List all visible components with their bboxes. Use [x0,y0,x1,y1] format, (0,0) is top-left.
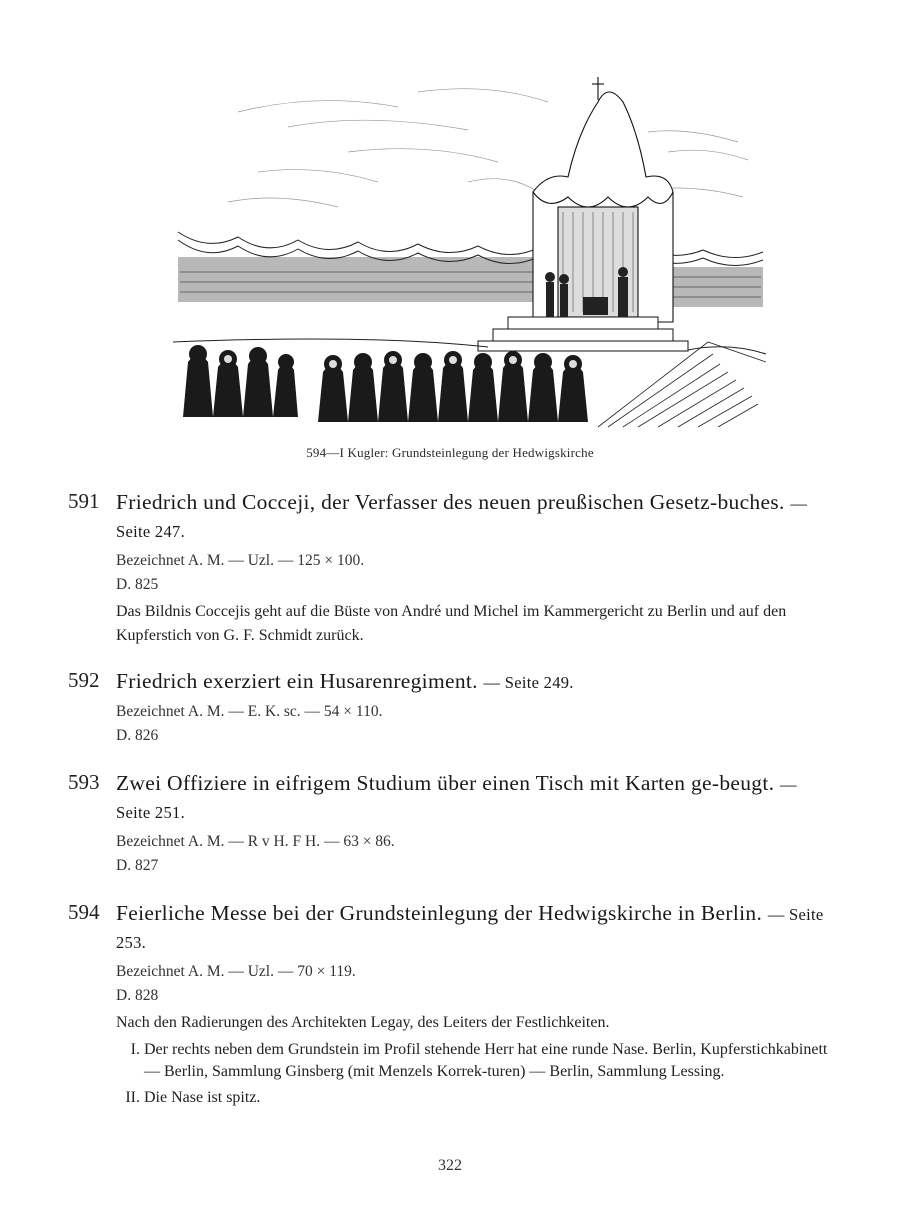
subitem-text: Der rechts neben dem Grundstein im Profil stehende Herr hat eine runde Nase. Berlin, Kupferstichkabinett — Berlin, Sammlung Ginsberg (mit Menzels Korrek-turen) — Berlin, Sammlung Lessing. [144,1041,828,1080]
catalog-entry-594 [68,900,828,1109]
entry-page-reference: — Seite 249. [483,673,574,692]
entry-note: Nach den Radierungen des Architekten Legay, des Leiters der Festlichkeiten. [116,1014,610,1031]
entry-page-reference: — Seite 251. [116,775,797,822]
entry-d-number: D. 826 [116,727,159,744]
entry-signature: Bezeichnet A. M. — E. K. sc. — 54 × 110. [116,703,383,720]
page-number: 322 [438,1157,462,1174]
entry-number: 594 [68,900,100,924]
entry-subitem [116,1039,828,1083]
entry-title-text: Friedrich und Cocceji, der Verfasser des neuen preußischen Gesetz-buches. [116,490,785,514]
subitem-roman-numeral: I. [130,1041,140,1058]
entry-signature: Bezeichnet A. M. — R v H. F H. — 63 × 86. [116,833,395,850]
figure-caption: 594—I Kugler: Grundsteinlegung der Hedwigskirche [306,445,594,460]
entry-d-number: D. 827 [116,857,159,874]
entry-title [116,489,828,545]
entry-signature: Bezeichnet A. M. — Uzl. — 125 × 100. [116,552,365,569]
entry-subitem [116,1087,828,1109]
entry-title-text: Friedrich exerziert ein Husarenregiment. [116,669,478,693]
entry-number: 591 [68,489,100,513]
catalog-entry-591 [68,489,828,648]
entry-d-number: D. 828 [116,987,159,1004]
entry-title-text: Zwei Offiziere in eifrigem Studium über einen Tisch mit Karten ge-beugt. [116,771,775,795]
catalog-entry-592 [68,668,828,746]
catalog-entry-593 [68,770,828,876]
ceremony-engraving-image [168,72,768,432]
entry-title [116,668,828,696]
entry-page-reference: — Seite 247. [116,494,808,541]
subitem-roman-numeral: II. [125,1089,140,1106]
entry-signature: Bezeichnet A. M. — Uzl. — 70 × 119. [116,963,356,980]
entry-title [116,900,828,956]
entry-number: 592 [68,668,100,692]
entry-title [116,770,828,826]
entry-d-number: D. 825 [116,576,159,593]
entry-title-text: Feierliche Messe bei der Grundsteinlegung der Hedwigskirche in Berlin. [116,901,763,925]
entry-page-reference: — Seite 253. [116,905,824,952]
entry-number: 593 [68,770,100,794]
subitem-text: Die Nase ist spitz. [144,1089,261,1106]
engraving-illustration [168,72,768,432]
entry-note: Das Bildnis Coccejis geht auf die Büste von André und Michel im Kammergericht zu Berlin und auf den Kupferstich von G. F. Schmidt zurück. [116,603,787,644]
